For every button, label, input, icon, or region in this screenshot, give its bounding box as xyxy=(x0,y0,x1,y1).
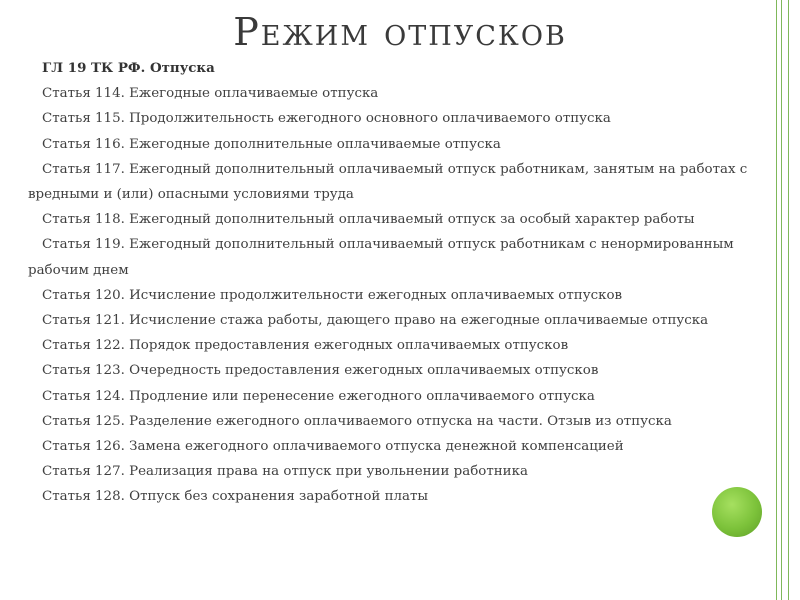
article-item: Статья 122. Порядок предоставления ежегодных оплачиваемых отпусков xyxy=(42,338,569,354)
right-border-line xyxy=(788,0,789,600)
article-item: Статья 125. Разделение ежегодного оплачиваемого отпуска на части. Отзыв из отпуска xyxy=(42,413,672,429)
article-item: Статья 114. Ежегодные оплачиваемые отпуска xyxy=(42,86,379,102)
article-item: Статья 117. Ежегодный дополнительный оплачиваемый отпуск работникам, занятым на работах с вредными и (или) опасными условиями труда xyxy=(28,161,748,203)
article-item: Статья 118. Ежегодный дополнительный оплачиваемый отпуск за особый характер работы xyxy=(42,212,695,228)
article-item: Статья 120. Исчисление продолжительности ежегодных оплачиваемых отпусков xyxy=(42,287,623,303)
article-item: Статья 126. Замена ежегодного оплачиваемого отпуска денежной компенсацией xyxy=(42,439,624,455)
article-item: Статья 127. Реализация права на отпуск при увольнении работника xyxy=(42,464,528,480)
article-item: Статья 121. Исчисление стажа работы, дающего право на ежегодные оплачиваемые отпуска xyxy=(42,313,709,329)
article-item: Статья 123. Очередность предоставления ежегодных оплачиваемых отпусков xyxy=(42,363,599,379)
right-border-decoration xyxy=(776,0,782,600)
chapter-heading: ГЛ 19 ТК РФ. Отпуска xyxy=(42,60,215,76)
green-circle-decoration xyxy=(712,487,762,537)
article-item: Статья 119. Ежегодный дополнительный оплачиваемый отпуск работникам с ненормированным рабочим днем xyxy=(28,237,734,278)
article-item: Статья 128. Отпуск без сохранения заработной платы xyxy=(42,489,429,505)
article-item: Статья 115. Продолжительность ежегодного основного оплачиваемого отпуска xyxy=(42,111,611,127)
slide-title: Режим отпусков xyxy=(233,10,567,54)
article-item: Статья 124. Продление или перенесение ежегодного оплачиваемого отпуска xyxy=(42,388,595,404)
slide-content xyxy=(28,56,768,510)
article-item: Статья 116. Ежегодные дополнительные оплачиваемые отпуска xyxy=(42,136,501,152)
